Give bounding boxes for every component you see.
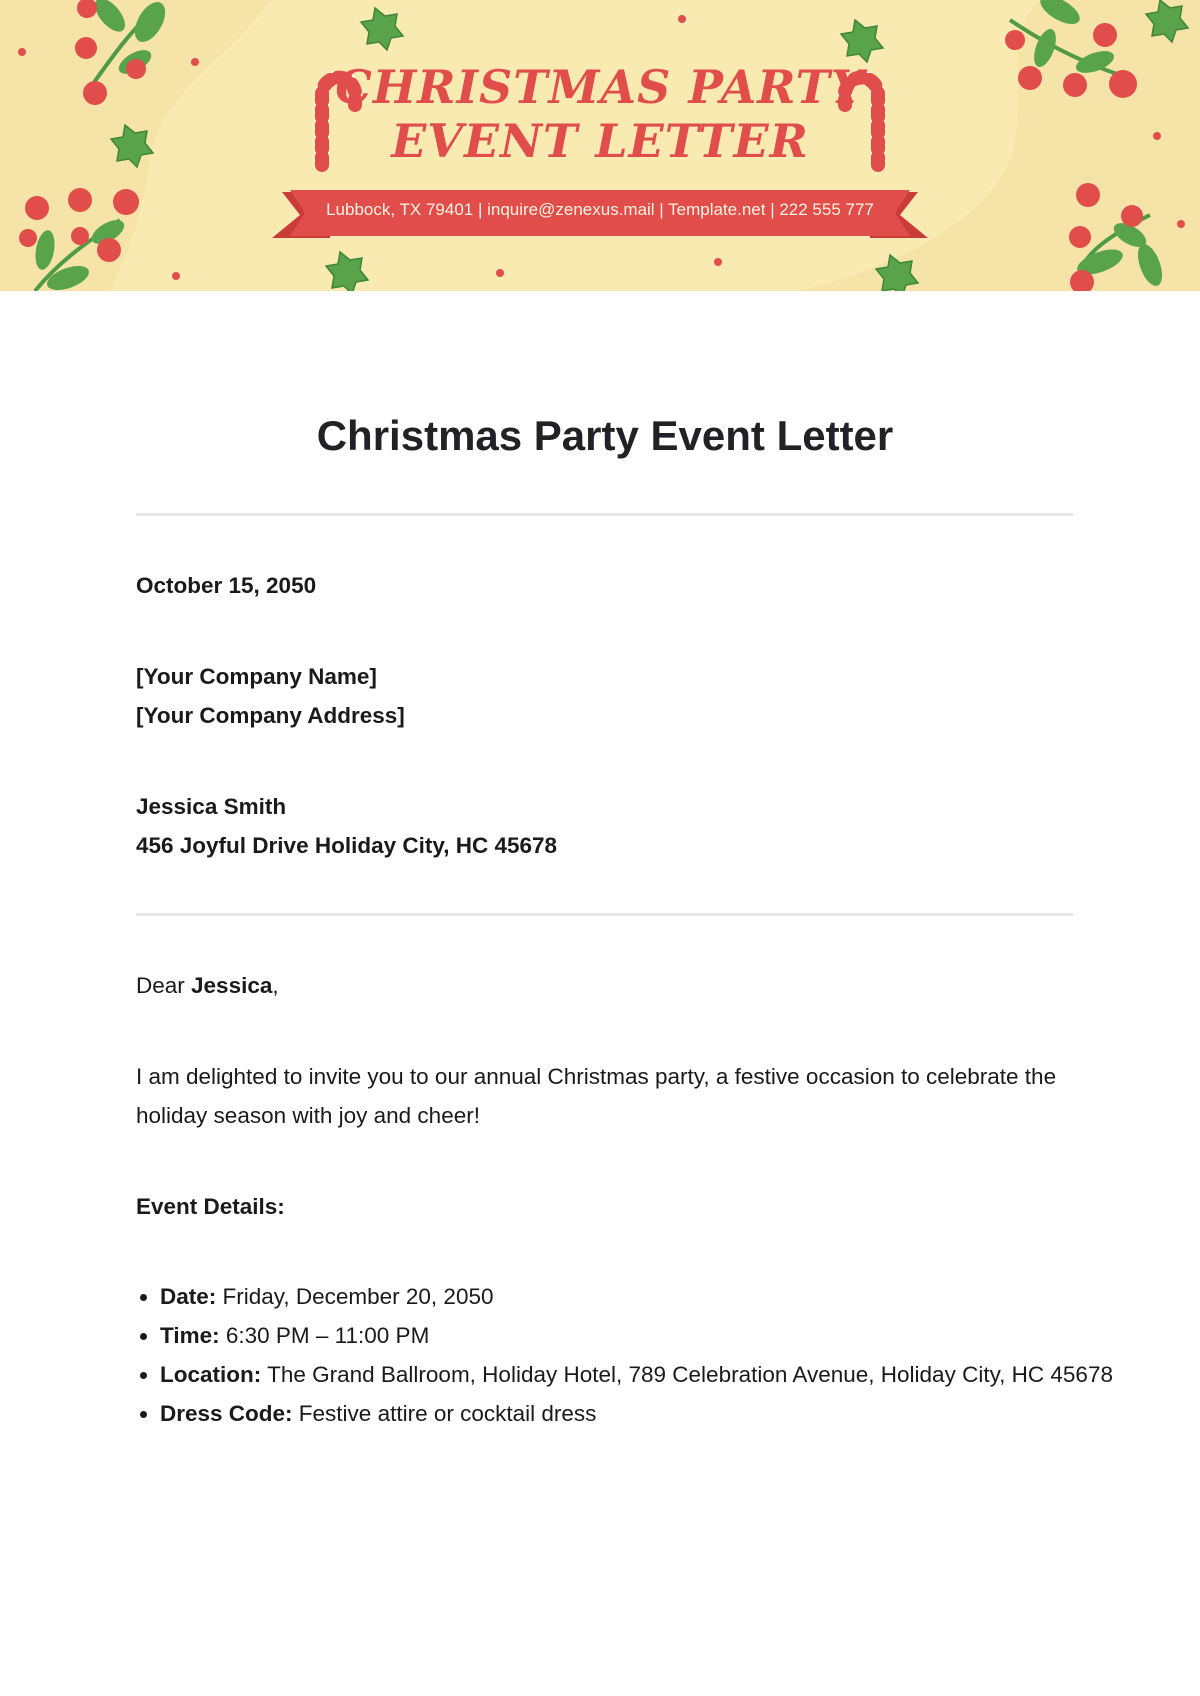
- company-name: [Your Company Name]: [136, 664, 377, 689]
- list-item-date: [160, 1277, 1120, 1316]
- greeting-prefix: Dear: [136, 973, 192, 998]
- detail-value: Festive attire or cocktail dress: [292, 1401, 597, 1426]
- detail-value: The Grand Ballroom, Holiday Hotel, 789 Celebration Avenue, Holiday City, HC 45678: [261, 1362, 1113, 1387]
- letter-date: October 15, 2050: [136, 573, 317, 598]
- recipient-address: 456 Joyful Drive Holiday City, HC 45678: [136, 833, 558, 858]
- contact-info: Lubbock, TX 79401 | inquire@zenexus.mail | Template.net | 222 555 777: [326, 200, 874, 219]
- list-item-time: [160, 1316, 1120, 1355]
- detail-label: Time:: [160, 1323, 220, 1348]
- detail-value: 6:30 PM – 11:00 PM: [219, 1323, 430, 1348]
- divider: [136, 513, 1073, 516]
- list-item-dress-code: [160, 1394, 1120, 1433]
- details-heading: Event Details:: [136, 1194, 285, 1219]
- recipient-name: Jessica Smith: [136, 794, 287, 819]
- detail-label: Dress Code:: [160, 1401, 293, 1426]
- greeting: [136, 966, 279, 1005]
- banner-title-line2: EVENT LETTER: [391, 114, 809, 168]
- banner-title: [330, 60, 870, 168]
- greeting-suffix: ,: [272, 973, 279, 998]
- intro-paragraph: I am delighted to invite you to our annual Christmas party, a festive occasion to celebrate the holiday season with joy and cheer!: [136, 1064, 1057, 1128]
- detail-label: Date:: [160, 1284, 217, 1309]
- page-title: Christmas Party Event Letter: [316, 412, 894, 459]
- greeting-name: Jessica: [191, 973, 273, 998]
- banner-title-line1: CHRISTMAS PARTY: [335, 60, 865, 114]
- detail-label: Location:: [160, 1362, 262, 1387]
- event-details-list: [136, 1277, 1120, 1433]
- company-address: [Your Company Address]: [136, 703, 405, 728]
- divider: [136, 913, 1073, 916]
- header-banner: [0, 0, 1200, 291]
- detail-value: Friday, December 20, 2050: [216, 1284, 494, 1309]
- list-item-location: [160, 1355, 1120, 1394]
